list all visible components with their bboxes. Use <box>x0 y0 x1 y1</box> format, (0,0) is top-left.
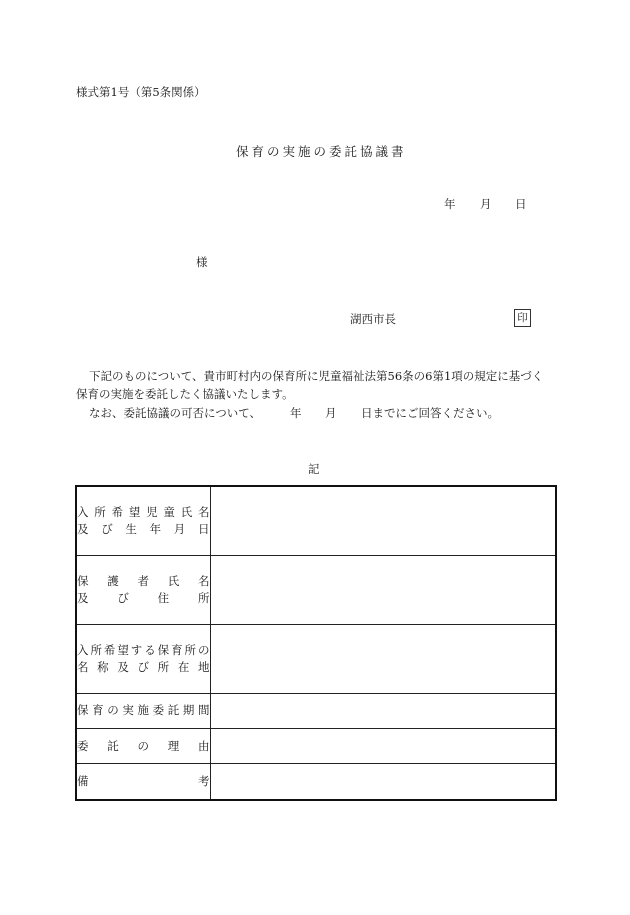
document-title: 保育の実施の委託協議書 <box>236 144 407 159</box>
label-line: 入所希望児童氏名 <box>77 505 210 520</box>
reply-deadline-text: なお、委託協議の可否について、 <box>89 406 262 420</box>
table-row <box>76 486 556 556</box>
reply-year-label: 年 <box>290 406 302 420</box>
row-label-reason <box>76 728 210 763</box>
date-month-label: 月 <box>480 197 492 211</box>
form-number: 様式第1号（第5条関係） <box>76 85 206 99</box>
value-cell-reason[interactable] <box>210 728 556 763</box>
label-line: 入所希望する保育所の <box>77 642 210 657</box>
table-row <box>76 556 556 625</box>
label-line: 保護者氏名 <box>77 574 210 588</box>
value-cell-guardian[interactable] <box>210 556 556 625</box>
date-year-label: 年 <box>444 197 456 211</box>
reply-month-label: 月 <box>325 406 337 420</box>
value-cell-nursery[interactable] <box>210 624 556 693</box>
table-row <box>76 693 556 728</box>
row-label-child <box>76 486 210 556</box>
label-line: 保育の実施委託期間 <box>77 703 210 718</box>
seal-mark: 印 <box>514 309 531 327</box>
sender-name: 湖西市長 <box>350 312 396 326</box>
value-cell-child[interactable] <box>210 486 556 556</box>
addressee-suffix: 様 <box>196 255 208 269</box>
table-row <box>76 728 556 763</box>
body-line-2: 保育の実施を委託したく協議いたします。 <box>76 387 294 401</box>
table-row <box>76 764 556 800</box>
label-line: 名称及び所在地 <box>77 659 210 674</box>
value-cell-remarks[interactable] <box>210 764 556 800</box>
row-label-remarks <box>76 764 210 800</box>
table-row <box>76 624 556 693</box>
value-cell-period[interactable] <box>210 693 556 728</box>
ki-heading: 記 <box>308 462 320 476</box>
date-day-label: 日 <box>515 197 527 211</box>
row-label-guardian <box>76 556 210 625</box>
application-table <box>75 485 557 801</box>
label-line: 及び住所 <box>77 591 210 605</box>
label-line: 及び生年月日 <box>77 522 210 537</box>
reply-deadline-suffix: 日までにご回答ください。 <box>361 406 499 420</box>
label-line: 備考 <box>77 774 210 789</box>
row-label-period <box>76 693 210 728</box>
row-label-nursery <box>76 624 210 693</box>
label-line: 委託の理由 <box>77 738 210 753</box>
body-line-1: 下記のものについて、貴市町村内の保育所に児童福祉法第56条の6第1項の規定に基づく <box>89 369 544 383</box>
